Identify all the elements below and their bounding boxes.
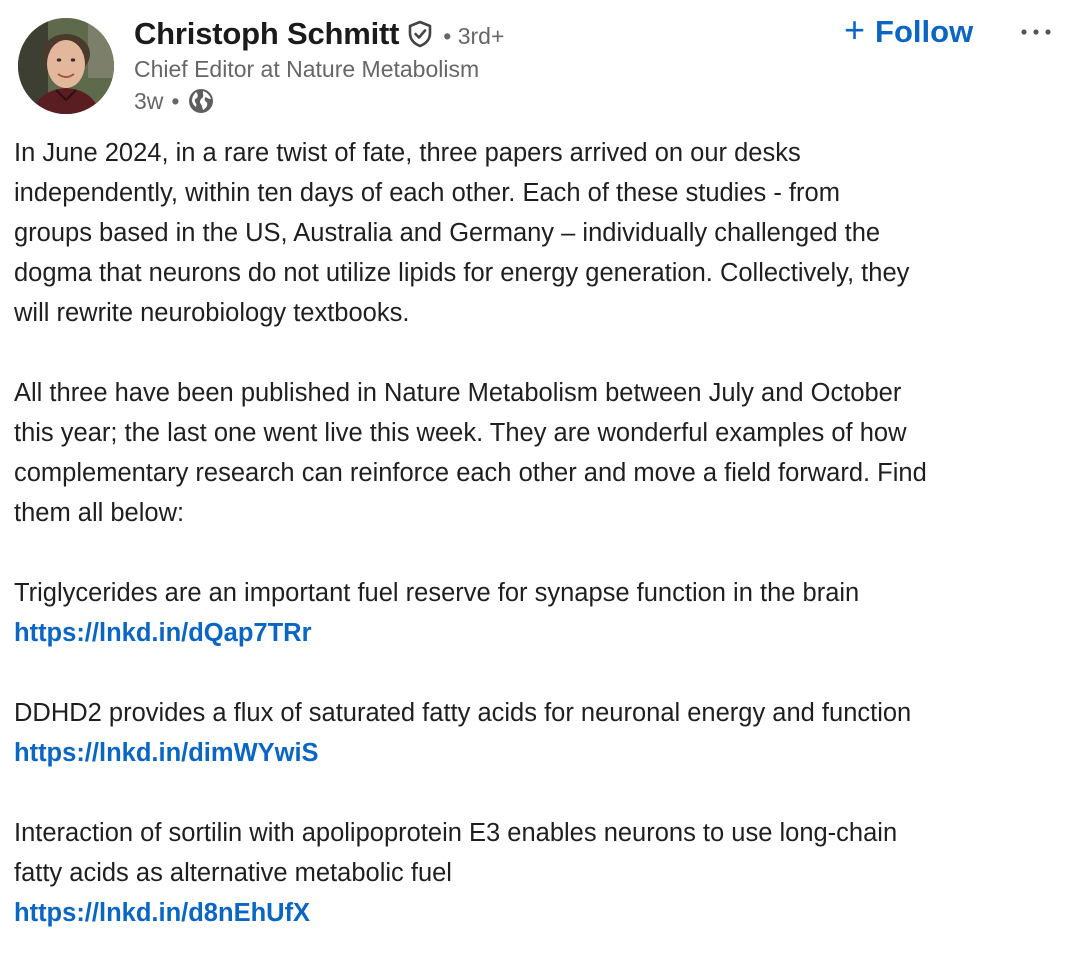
name-row [134,14,504,54]
paper-title: fatty acids as alternative metabolic fuel [14,859,452,887]
connection-degree: • 3rd+ [443,22,505,49]
post-body [14,133,1066,933]
post-paragraph-2 [14,373,1066,533]
verified-shield-icon [407,20,433,48]
text-line: groups based in the US, Australia and Germany – individually challenged the [14,219,881,247]
text-line: In June 2024, in a rare twist of fate, three papers arrived on our desks [14,139,801,167]
plus-icon: + [844,9,866,50]
post-meta [134,84,504,118]
follow-label: Follow [875,14,974,49]
paper-link[interactable]: https://lnkd.in/dimWYwiS [14,739,319,767]
text-line: this year; the last one went live this week. They are wonderful examples of how [14,419,907,447]
author-headline: Chief Editor at Nature Metabolism [134,56,480,82]
paper-title: Triglycerides are an important fuel reserve for synapse function in the brain [14,579,860,607]
globe-icon [187,87,215,115]
paragraph-gap [14,773,1066,813]
text-line: them all below: [14,499,185,527]
post-header [14,9,1064,118]
post-paragraph-1 [14,133,1066,333]
text-line: dogma that neurons do not utilize lipids for energy generation. Collectively, they [14,259,910,287]
paper-1 [14,573,1066,653]
more-options-button[interactable] [1016,18,1056,46]
avatar[interactable] [18,18,114,114]
paragraph-gap [14,533,1066,573]
follow-button[interactable] [844,9,974,50]
post-time[interactable]: 3w [134,87,164,114]
paper-link[interactable]: https://lnkd.in/dQap7TRr [14,619,312,647]
paragraph-gap [14,653,1066,693]
author-name[interactable]: Christoph Schmitt [134,16,400,51]
text-line: will rewrite neurobiology textbooks. [14,299,410,327]
text-line: complementary research can reinforce each other and move a field forward. Find [14,459,927,487]
text-line: independently, within ten days of each other. Each of these studies - from [14,179,840,207]
paper-2 [14,693,1066,773]
more-horizontal-icon [1016,18,1056,46]
paper-3 [14,813,1066,933]
meta-separator: • [171,87,180,114]
paper-title: Interaction of sortilin with apolipoprotein E3 enables neurons to use long-chain [14,819,898,847]
paper-link[interactable]: https://lnkd.in/d8nEhUfX [14,899,311,927]
author-block [134,14,504,118]
paragraph-gap [14,333,1066,373]
paper-title: DDHD2 provides a flux of saturated fatty acids for neuronal energy and function [14,699,912,727]
avatar-photo [18,18,114,114]
text-line: All three have been published in Nature Metabolism between July and October [14,379,902,407]
